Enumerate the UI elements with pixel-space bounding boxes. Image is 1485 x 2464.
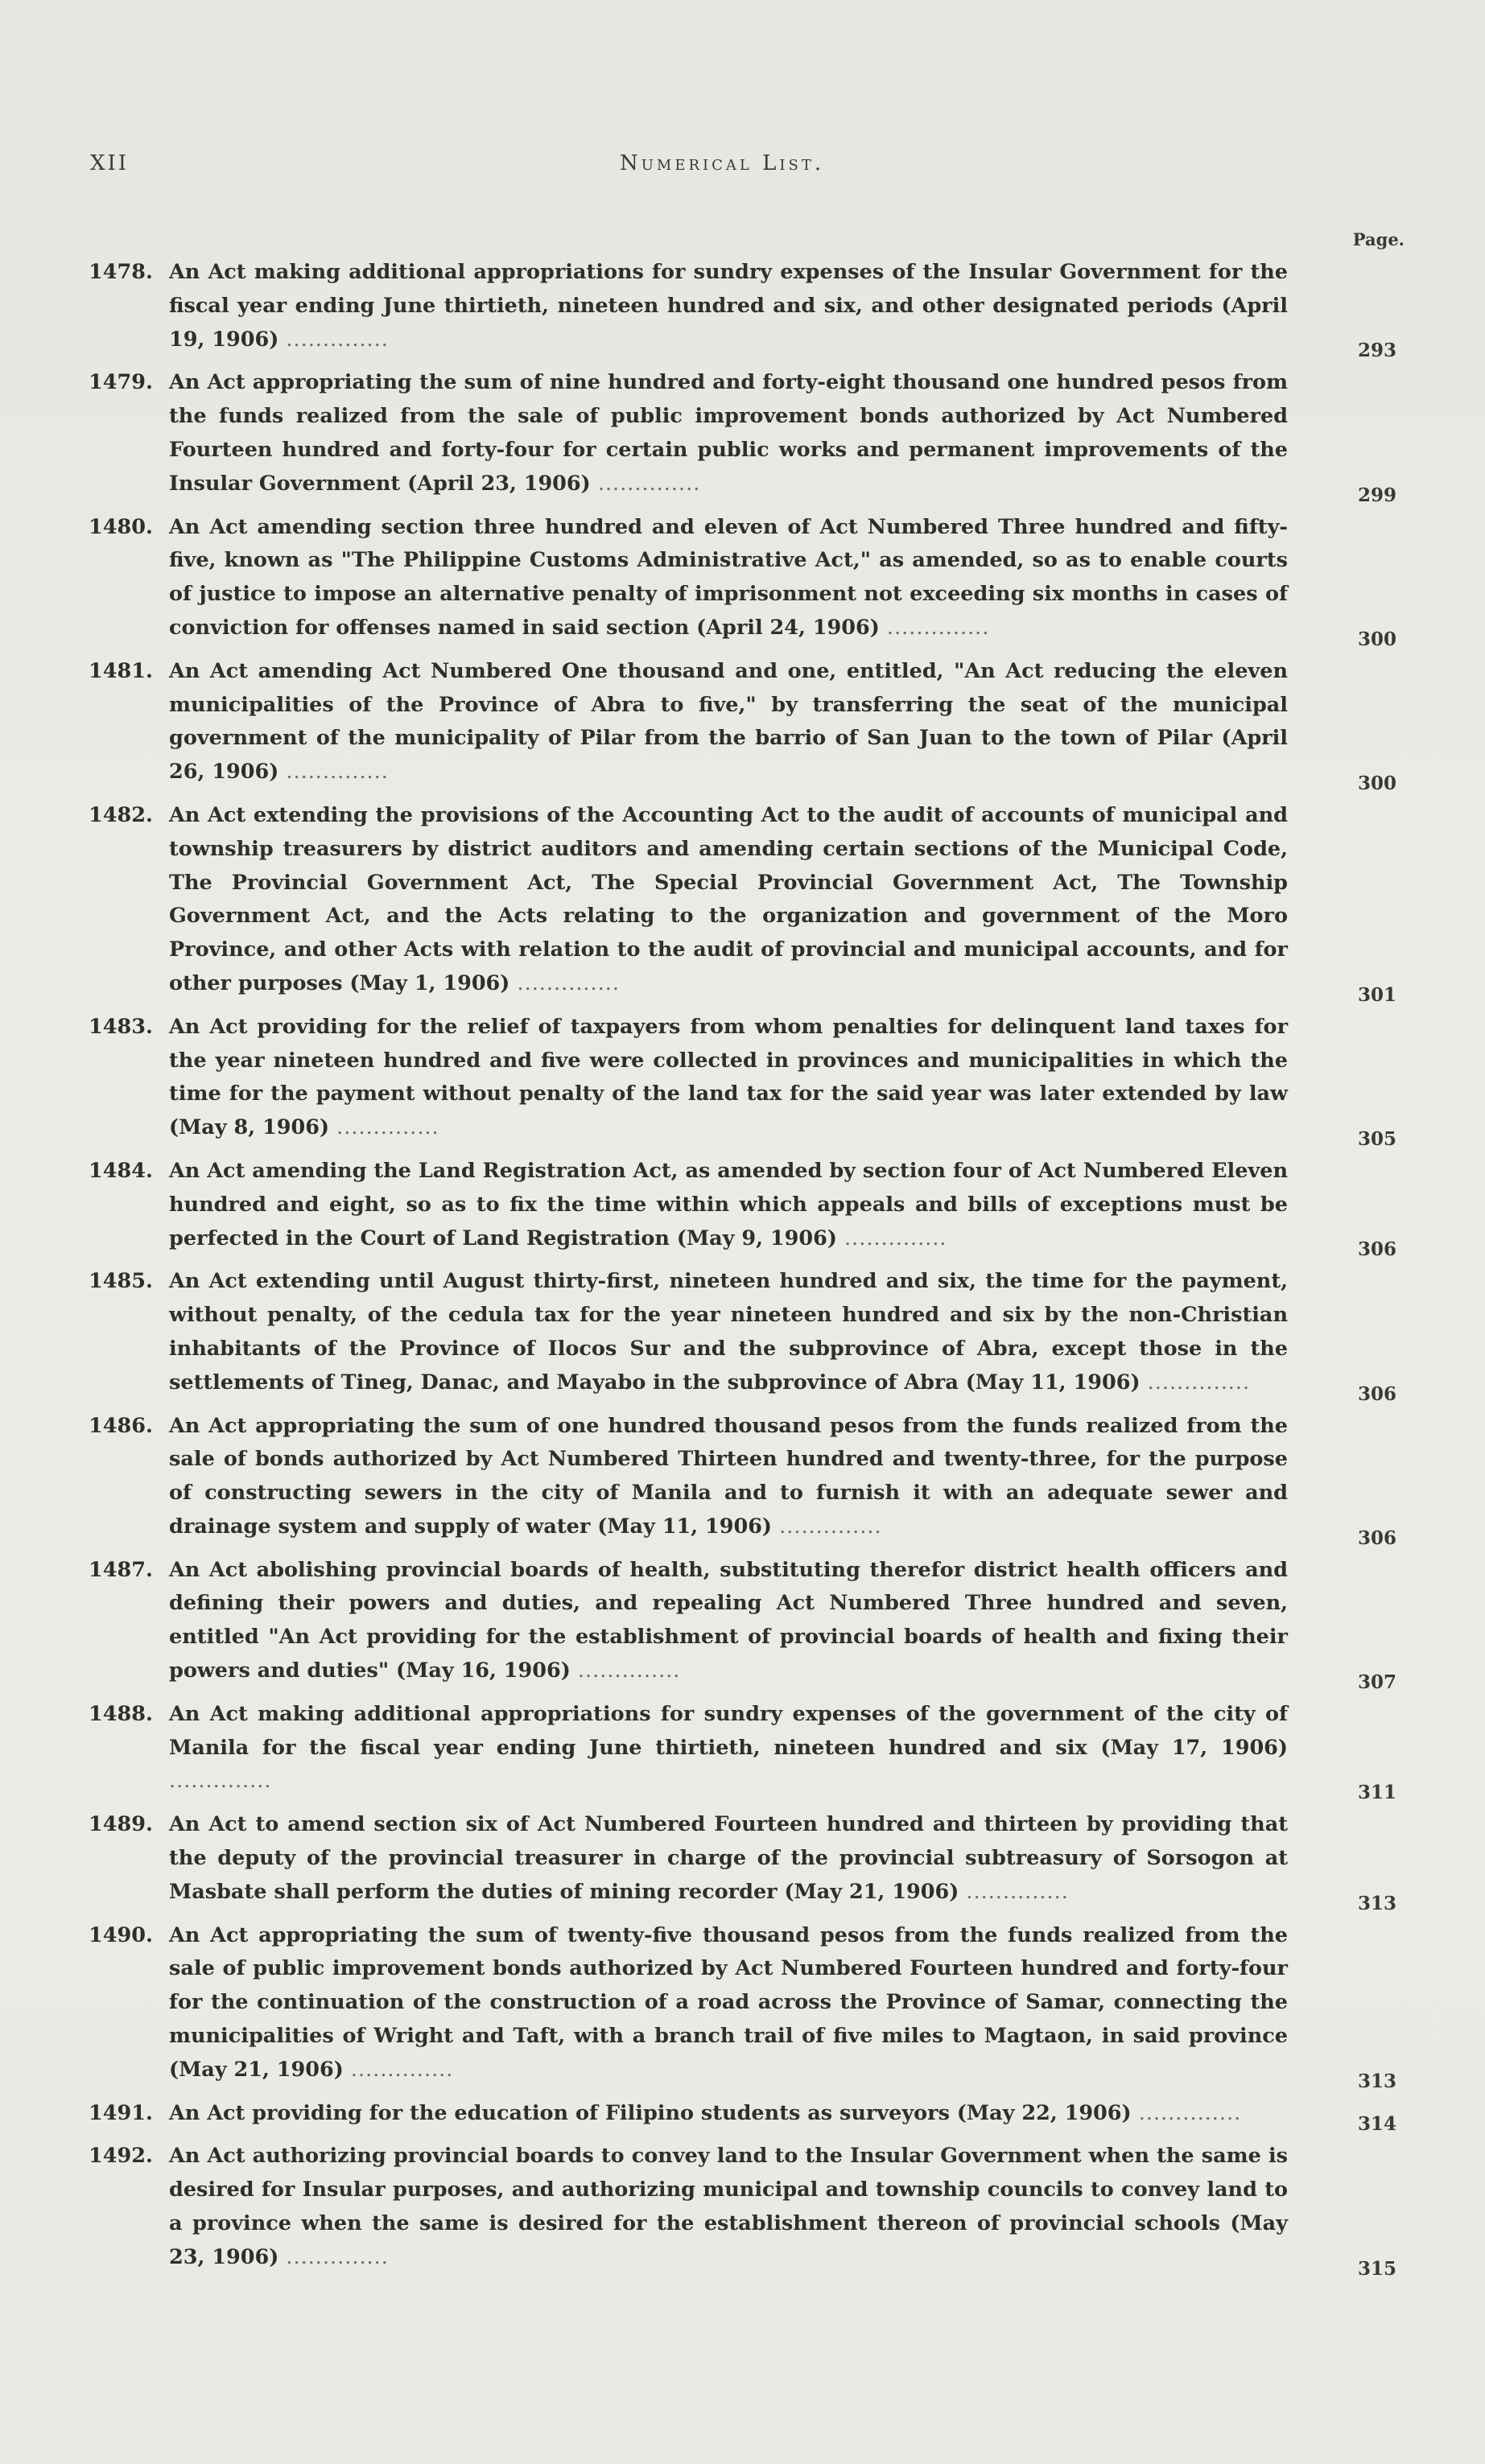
dot-leaders: ..............	[1140, 1370, 1251, 1395]
act-title: An Act appropriating the sum of twenty-five thousand pesos from the funds realized from the sale of public improvement bonds authorized by Act Numbered Fourteen hundred and forty-four for the continuation of the construction of a road across the Province of Samar, connecting the municipalities of Wright and Taft, with a branch trail of five miles to Magtaon, in said province (May 21, 1906)	[169, 1922, 1288, 2082]
act-title: An Act making additional appropriations for sundry expenses of the Insular Government for the fiscal year ending June thirtieth, nineteen hundred and six, and other designated periods (April 19, 1906)	[169, 260, 1288, 352]
dot-leaders: ..............	[278, 760, 389, 785]
list-item	[56, 1011, 1409, 1150]
dot-leaders: ..............	[278, 2244, 389, 2269]
page-reference: 306	[1357, 1382, 1396, 1405]
act-number: 1491.	[89, 2100, 153, 2125]
act-number: 1482.	[89, 802, 153, 827]
act-title: An Act to amend section six of Act Numbered Fourteen hundred and thirteen by providing that the deputy of the provincial treasurer in charge of the provincial subtreasury of Sorsogon at Masbate shall perform the duties of mining recorder (May 21, 1906)	[169, 1812, 1288, 1904]
act-title: An Act extending until August thirty-first, nineteen hundred and six, the time for the payment, without penalty, of the cedula tax for the year nineteen hundred and six by the non-Christian inhabitants of the Province of Ilocos Sur and the subprovince of Abra, except those in the settlements of Tineg, Danac, and Mayabo in the subprovince of Abra (May 11, 1906)	[169, 1269, 1288, 1395]
entry-body	[56, 511, 1409, 645]
act-title: An Act amending section three hundred and eleven of Act Numbered Three hundred and fifty-five, known as "The Philippine Customs Administrative Act," as amended, so as to enable courts of justice to impose an alternative penalty of imprisonment not exceeding six months in cases of conviction for offenses named in said section (April 24, 1906)	[169, 514, 1288, 640]
page-reference: 313	[1357, 2070, 1396, 2092]
act-title: An Act amending Act Numbered One thousand and one, entitled, "An Act reducing the eleven municipalities of the Province of Abra to five," by transferring the seat of the municipal government of the municipality of Pilar from the barrio of San Juan to the town of Pilar (April 26, 1906)	[169, 658, 1288, 785]
page-reference: 305	[1357, 1127, 1396, 1150]
act-number: 1486.	[89, 1413, 153, 1438]
list-item	[56, 1919, 1409, 2092]
act-title: An Act authorizing provincial boards to convey land to the Insular Government when the same is desired for Insular purposes, and authorizing municipal and township councils to convey land to a province when the same is desired for the establishment thereon of provincial schools (May 23, 1906)	[169, 2144, 1288, 2269]
entry-body	[56, 1011, 1409, 1145]
entry-body	[56, 1265, 1409, 1399]
page-column-label: Page.	[1352, 229, 1405, 249]
act-title: An Act appropriating the sum of nine hundred and forty-eight thousand one hundred pesos from the funds realized from the sale of public improvement bonds authorized by Act Numbered Fourteen hundred and forty-four for certain public works and permanent improvements of the Insular Government (April 23, 1906)	[169, 370, 1288, 496]
dot-leaders: ..............	[879, 615, 990, 640]
list-item	[56, 1698, 1409, 1804]
page-reference: 307	[1357, 1671, 1396, 1693]
dot-leaders: ..............	[772, 1514, 882, 1539]
act-number: 1487.	[89, 1557, 153, 1582]
list-item	[56, 799, 1409, 1006]
entry-body	[56, 2140, 1409, 2274]
list-item	[56, 366, 1409, 506]
act-title: An Act providing for the relief of taxpayers from whom penalties for delinquent land taxes for the year nineteen hundred and five were collected in provinces and municipalities in which the time for the payment without penalty of the land tax for the said year was later extended by law (May 8, 1906)	[169, 1014, 1288, 1140]
entry-body	[56, 2097, 1409, 2131]
act-number: 1484.	[89, 1158, 153, 1183]
entry-body	[56, 366, 1409, 501]
entry-list	[56, 256, 1409, 2285]
entry-body	[56, 256, 1409, 356]
list-item	[56, 2097, 1409, 2136]
act-title: An Act amending the Land Registration Act, as amended by section four of Act Numbered Eleven hundred and eight, so as to fix the time within which appeals and bills of exceptions must be perfected in the Court of Land Registration (May 9, 1906)	[169, 1158, 1288, 1251]
entry-body	[56, 799, 1409, 1001]
page-reference: 300	[1357, 772, 1396, 794]
dot-leaders: ..............	[1131, 2100, 1242, 2125]
list-item	[56, 1265, 1409, 1405]
list-item	[56, 1808, 1409, 1914]
dot-leaders: ..............	[590, 471, 701, 496]
act-number: 1478.	[89, 260, 153, 284]
act-title: An Act providing for the education of Filipino students as surveyors (May 22, 1906)	[169, 2100, 1132, 2125]
act-number: 1490.	[89, 1922, 153, 1947]
list-item	[56, 511, 1409, 650]
dot-leaders: ..............	[329, 1115, 439, 1140]
page-reference: 301	[1357, 983, 1396, 1006]
page-reference: 300	[1357, 628, 1396, 650]
dot-leaders: ..............	[169, 1769, 272, 1794]
act-number: 1481.	[89, 658, 153, 683]
page-reference: 299	[1357, 484, 1396, 506]
entry-body	[56, 1919, 1409, 2087]
list-item	[56, 2140, 1409, 2280]
act-title: An Act extending the provisions of the Accounting Act to the audit of accounts of municipal and township treasurers by district auditors and amending certain sections of the Municipal Code, The Provincial Government Act, The Special Provincial Government Act, The Township Government Act, and the Acts relating to the organization and government of the Moro Province, and other Acts with relation to the audit of provincial and municipal accounts, and for other purposes (May 1, 1906)	[169, 802, 1288, 995]
entry-body	[56, 1698, 1409, 1799]
list-item	[56, 655, 1409, 794]
dot-leaders: ..............	[959, 1879, 1069, 1904]
page-reference: 314	[1357, 2113, 1396, 2136]
page-reference: 306	[1357, 1238, 1396, 1261]
entry-body	[56, 655, 1409, 789]
entry-body	[56, 1808, 1409, 1909]
page-reference: 311	[1357, 1782, 1396, 1804]
running-title: Numerical List.	[620, 151, 825, 175]
page-reference: 293	[1357, 340, 1396, 362]
act-title: An Act abolishing provincial boards of health, substituting therefor district health officers and defining their powers and duties, and repealing Act Numbered Three hundred and seven, entitled "An Act providing for the establishment of provincial boards of health and fixing their powers and duties" (May 16, 1906)	[169, 1557, 1288, 1683]
act-number: 1480.	[89, 514, 153, 539]
act-title: An Act making additional appropriations for sundry expenses of the government of the city of Manila for the fiscal year ending June thirtieth, nineteen hundred and six (May 17, 1906)	[169, 1701, 1288, 1760]
page-number: XII	[90, 151, 130, 175]
page-reference: 313	[1357, 1892, 1396, 1914]
dot-leaders: ..............	[509, 970, 620, 995]
page-header	[0, 151, 1485, 192]
entry-body	[56, 1155, 1409, 1255]
act-number: 1492.	[89, 2144, 153, 2169]
page-reference: 315	[1357, 2257, 1396, 2280]
dot-leaders: ..............	[278, 327, 389, 352]
list-item	[56, 1155, 1409, 1261]
list-item	[56, 1410, 1409, 1549]
act-number: 1488.	[89, 1701, 153, 1726]
dot-leaders: ..............	[836, 1226, 947, 1251]
entry-body	[56, 1554, 1409, 1688]
dot-leaders: ..............	[570, 1658, 681, 1683]
page-reference: 306	[1357, 1527, 1396, 1549]
dot-leaders: ..............	[343, 2057, 454, 2082]
act-title: An Act appropriating the sum of one hundred thousand pesos from the funds realized from the sale of bonds authorized by Act Numbered Thirteen hundred and twenty-three, for the purpose of constructing sewers in the city of Manila and to furnish it with an adequate sewer and drainage system and supply of water (May 11, 1906)	[169, 1413, 1288, 1539]
act-number: 1489.	[89, 1812, 153, 1837]
act-number: 1483.	[89, 1014, 153, 1039]
list-item	[56, 256, 1409, 362]
act-number: 1485.	[89, 1269, 153, 1294]
act-number: 1479.	[89, 370, 153, 395]
list-item	[56, 1554, 1409, 1693]
entry-body	[56, 1410, 1409, 1544]
